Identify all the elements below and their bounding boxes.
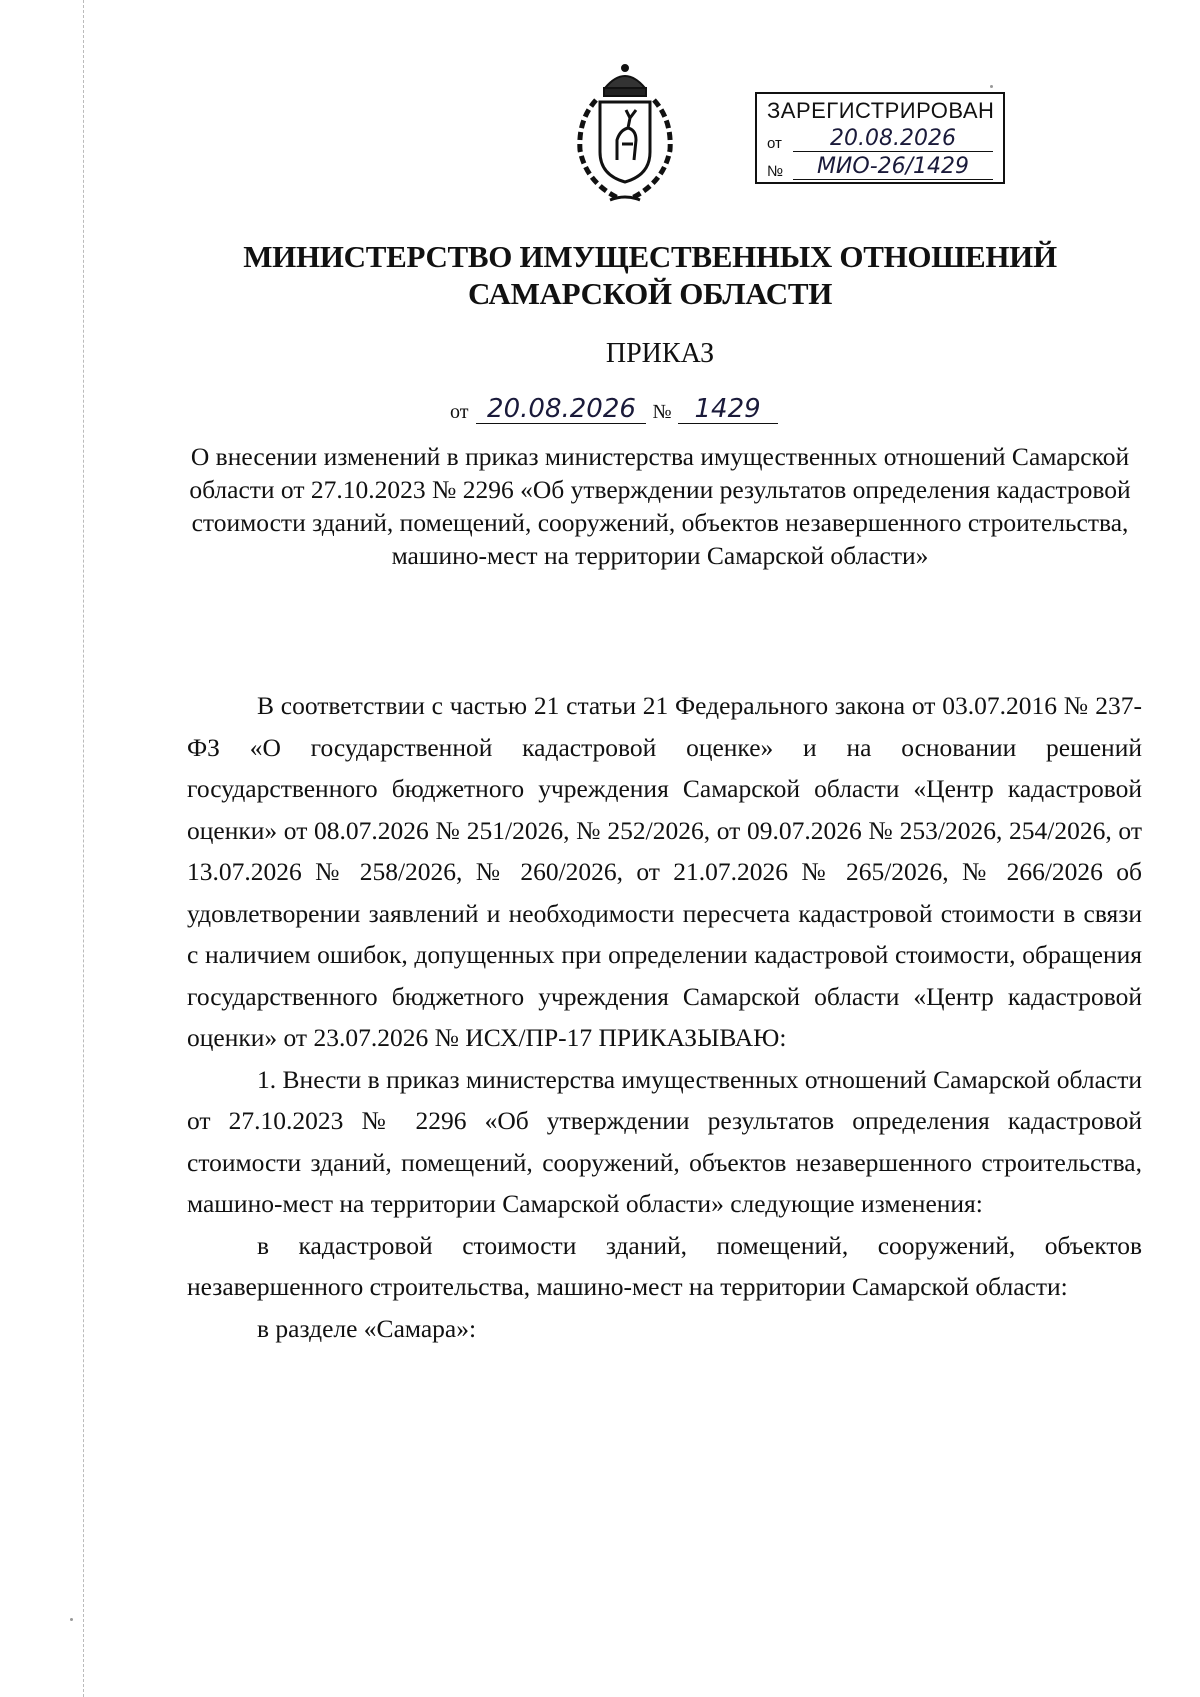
scan-speck xyxy=(990,85,993,88)
ministry-title-line1: МИНИСТЕРСТВО ИМУЩЕСТВЕННЫХ ОТНОШЕНИЙ xyxy=(243,239,1057,274)
order-subject: О внесении изменений в приказ министерства имущественных отношений Самарской области от 27.10.2023 № 2296 «Об утверждении результатов определения кадастровой стоимости зданий, помещений, сооружений, объектов незавершенного строительства, машино-мест на территории Самарской области» xyxy=(189,442,1131,570)
binding-margin-line xyxy=(83,0,84,1697)
doc-type-heading: ПРИКАЗ xyxy=(605,338,715,369)
body-paragraph-preamble: В соответствии с частью 21 статьи 21 Федерального закона от 03.07.2016 № 237-ФЗ «О государственной кадастровой оценке» и на основании решений государственного бюджетного учреждения Самарской области «Центр кадастровой оценки» от 08.07.2026 № 251/2026, № 252/2026, от 09.07.2026 № 253/2026, 254/2026, от 13.07.2026 № 258/2026, № 260/2026, от 21.07.2026 № 265/2026, № 266/2026 об удовлетворении заявлений и необходимости пересчета кадастровой стоимости в связи с наличием ошибок, допущенных при определении кадастровой стоимости, обращения государственного бюджетного учреждения Самарской области «Центр кадастровой оценки» от 23.07.2026 № ИСХ/ПР-17 ПРИКАЗЫВАЮ: xyxy=(187,691,1142,1052)
body-paragraph-item-1: 1. Внести в приказ министерства имущественных отношений Самарской области от 27.10.2023 № 2296 «Об утверждении результатов определения кадастровой стоимости зданий, помещений, сооружений, объектов незавершенного строительства, машино-мест на территории Самарской области» следующие изменения: xyxy=(187,1064,1142,1218)
body-paragraph-scope: в кадастровой стоимости зданий, помещений, сооружений, объектов незавершенного строительства, машино-мест на территории Самарской области: xyxy=(187,1230,1142,1301)
order-number-label: № xyxy=(652,401,672,423)
stamp-date-label: от xyxy=(767,135,782,152)
body-paragraph-section: в разделе «Самара»: xyxy=(257,1313,477,1343)
stamp-date-value: 20.08.2026 xyxy=(793,127,993,152)
stamp-title: ЗАРЕГИСТРИРОВАН xyxy=(767,98,995,123)
ministry-title xyxy=(100,238,1200,312)
stamp-number-value: МИО-26/1429 xyxy=(793,155,993,180)
stamp-number-label: № xyxy=(767,163,784,180)
order-date-number xyxy=(450,395,778,424)
registration-stamp xyxy=(755,92,1005,184)
ministry-title-line2: САМАРСКОЙ ОБЛАСТИ xyxy=(467,276,833,311)
order-date-value: 20.08.2026 xyxy=(476,395,646,424)
order-number-value: 1429 xyxy=(678,395,778,424)
stamp-number-row xyxy=(767,152,993,180)
order-date-label: от xyxy=(450,401,469,423)
stamp-date-row xyxy=(767,124,993,152)
order-body xyxy=(187,685,1142,1349)
samara-coat-of-arms-emblem xyxy=(560,60,690,210)
scan-speck xyxy=(70,1618,73,1621)
